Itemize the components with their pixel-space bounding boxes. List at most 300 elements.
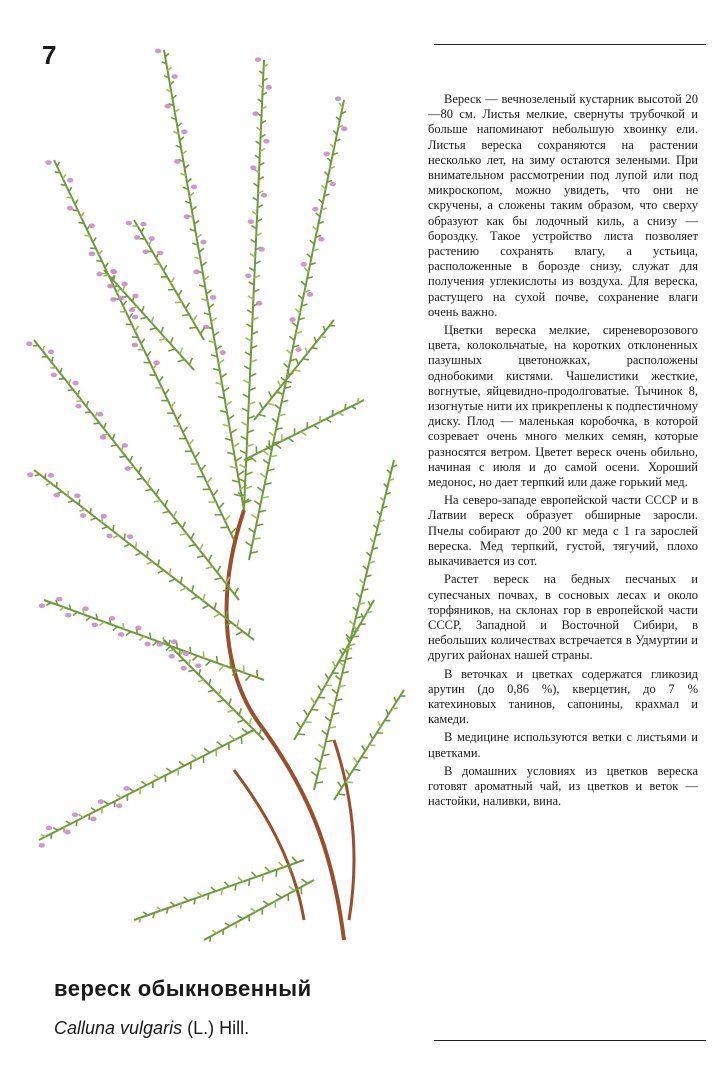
leaf xyxy=(228,415,234,419)
leaf xyxy=(217,742,223,746)
leaf xyxy=(236,631,243,635)
leaf xyxy=(200,328,204,334)
page-number: 7 xyxy=(42,40,57,70)
leaf xyxy=(76,401,82,402)
flower xyxy=(92,622,98,627)
leaf xyxy=(297,722,301,728)
flower xyxy=(111,270,117,275)
leaf xyxy=(169,650,174,651)
flower xyxy=(56,597,62,602)
plant-common-name: вереск обыкновенный xyxy=(54,976,312,1001)
leaf xyxy=(237,720,244,722)
flower xyxy=(132,343,138,348)
leaf xyxy=(351,406,356,409)
leaf xyxy=(311,772,317,777)
leaf xyxy=(289,336,294,340)
leaf xyxy=(204,748,210,752)
leaf xyxy=(304,268,309,272)
leaf xyxy=(321,337,327,338)
leaf xyxy=(211,887,216,891)
leaf xyxy=(219,360,225,364)
leaf xyxy=(310,240,314,244)
leaf xyxy=(153,641,158,645)
flower xyxy=(261,193,267,198)
leaf xyxy=(75,200,78,205)
branch-stem xyxy=(134,220,204,340)
leaf xyxy=(339,662,344,666)
leaf xyxy=(154,500,161,501)
leaf xyxy=(180,534,187,536)
leaf xyxy=(73,210,78,211)
top-rule xyxy=(434,44,706,45)
leaf xyxy=(252,515,258,519)
flower xyxy=(295,347,301,352)
leaf xyxy=(67,197,72,198)
leaf xyxy=(314,337,316,342)
leaf xyxy=(102,527,108,529)
leaf xyxy=(141,228,143,233)
leaf xyxy=(91,518,96,520)
leaf xyxy=(73,612,77,615)
leaf xyxy=(192,755,198,759)
flower xyxy=(258,247,264,252)
leaf xyxy=(338,782,342,788)
leaf xyxy=(189,440,193,445)
flower xyxy=(26,341,32,346)
leaf xyxy=(288,438,293,442)
flower xyxy=(134,235,140,240)
leaf xyxy=(189,358,192,365)
leaf xyxy=(189,659,190,665)
leaf xyxy=(278,381,281,387)
leaf xyxy=(181,577,182,584)
leaf xyxy=(64,827,65,832)
leaf xyxy=(78,223,84,224)
leaf xyxy=(262,874,263,881)
leaf xyxy=(192,206,197,210)
leaf xyxy=(301,281,306,285)
leaf xyxy=(163,265,166,270)
leaf xyxy=(51,834,52,839)
leaf xyxy=(170,902,174,906)
leaf xyxy=(123,286,125,291)
flower xyxy=(193,269,199,274)
flower xyxy=(335,96,341,101)
leaf xyxy=(221,374,227,378)
flower xyxy=(140,222,146,227)
flower xyxy=(169,654,175,659)
leaf xyxy=(188,545,195,547)
leaf xyxy=(135,326,139,331)
flower xyxy=(245,273,251,278)
flower xyxy=(256,301,262,306)
leaf xyxy=(276,444,281,448)
leaf xyxy=(51,357,53,362)
leaf xyxy=(257,487,263,491)
leaf xyxy=(124,544,130,546)
leaf xyxy=(303,359,309,360)
leaf xyxy=(177,414,181,419)
leaf xyxy=(179,762,184,766)
leaf xyxy=(235,884,236,891)
leaf xyxy=(212,930,217,933)
leaf xyxy=(217,656,218,663)
flower xyxy=(48,349,54,354)
flower xyxy=(96,272,102,277)
leaf xyxy=(197,234,202,238)
flower xyxy=(123,786,129,791)
leaf xyxy=(59,379,64,380)
leaf xyxy=(68,501,73,503)
leaf xyxy=(147,551,148,557)
leaf xyxy=(178,290,182,296)
paragraph: В веточках и цветках содержатся гликозид арутин (до 0,86 %), кверцетин, до 7 % катехиновых танинов, сапонины, крахмал и камеди. xyxy=(428,666,698,727)
leaf xyxy=(260,473,266,477)
leaf xyxy=(119,456,125,457)
leaf xyxy=(102,434,108,435)
flower xyxy=(109,616,115,621)
leaf xyxy=(214,578,221,580)
leaf xyxy=(104,801,109,804)
flower xyxy=(144,642,150,647)
leaf xyxy=(113,525,114,531)
leaf xyxy=(276,392,283,394)
leaf xyxy=(68,390,74,391)
leaf xyxy=(325,674,329,679)
leaf xyxy=(209,304,214,308)
leaf xyxy=(199,248,204,252)
leaf xyxy=(276,870,277,877)
leaf xyxy=(361,613,363,618)
flower xyxy=(100,435,106,440)
leaf xyxy=(139,467,142,473)
leaf xyxy=(105,263,108,268)
paragraph: Вереск — вечнозеленый кустарник высотой 20—80 см. Листья мелкие, свернуты трубочкой и больше напоминают небольшую хвоинку ели. Листья вереска сохраняются на растении несколько лет, на зиму остаются зелеными. При внимательном рассмотрении под лупой или под микроскопом, можно увидеть, что они не скручены, а сложены таким образом, что сверху образуют как бы лодочный киль, а снизу — бороздку. Такое устройство листа позволяет растению сохранять влагу, а устьица, расположенные в борозде снизу, служат для получения углекислоты из воздуха. Для вереска, растущего на сухой почве, сохранение влаги очень важно. xyxy=(428,92,698,319)
leaf xyxy=(41,834,46,836)
leaf xyxy=(241,422,247,425)
leaf xyxy=(295,309,300,313)
flower xyxy=(142,249,148,254)
leaf xyxy=(213,490,218,496)
leaf xyxy=(93,238,96,243)
leaf xyxy=(346,782,353,783)
leaf xyxy=(169,568,170,575)
flower xyxy=(89,251,95,256)
heather-plant xyxy=(26,49,405,942)
leaf xyxy=(241,436,247,439)
leaf xyxy=(79,509,84,511)
leaf xyxy=(79,499,80,505)
leaf xyxy=(60,607,64,610)
leaf xyxy=(349,621,354,625)
leaf xyxy=(318,744,324,748)
leaf xyxy=(358,398,359,403)
leaf xyxy=(96,261,102,262)
leaf xyxy=(304,722,311,723)
leaf xyxy=(46,483,51,485)
leaf xyxy=(158,570,164,573)
leaf xyxy=(289,886,295,890)
leaf xyxy=(113,434,115,440)
flower xyxy=(132,294,138,299)
flower xyxy=(51,373,57,378)
leaf xyxy=(292,323,297,327)
leaf xyxy=(130,456,132,462)
leaf xyxy=(194,898,195,904)
leaf xyxy=(325,717,331,721)
leaf xyxy=(159,338,166,340)
flower xyxy=(164,104,170,109)
leaf xyxy=(356,593,361,597)
branch-stem xyxy=(134,860,304,920)
leaf xyxy=(322,731,328,735)
flower xyxy=(126,221,132,226)
leaf xyxy=(224,882,229,886)
leaf xyxy=(296,359,298,365)
flower xyxy=(330,182,336,187)
leaf xyxy=(81,212,84,217)
leaf xyxy=(208,555,211,561)
leaf xyxy=(192,656,197,661)
leaf xyxy=(332,689,337,693)
leaf xyxy=(96,614,97,620)
leaf xyxy=(210,936,211,941)
flower xyxy=(195,663,201,668)
leaf xyxy=(386,709,388,714)
leaf xyxy=(184,897,189,901)
leaf xyxy=(63,174,66,179)
leaf xyxy=(313,425,318,428)
leaf xyxy=(362,745,365,751)
leaf xyxy=(237,620,239,627)
leaf xyxy=(61,184,66,185)
leaf xyxy=(147,478,150,484)
leaf xyxy=(214,332,219,336)
leaf xyxy=(233,443,239,447)
flower xyxy=(116,803,122,808)
paragraph: Цветки вереска мелкие, сиреневорозового цвета, колокольчатые, на коротких отклоненных пазушных цветоножках, расположены однобокими кистями. Чашелистики жесткие, вогнутые, яйцевидно-продолговатые. Тычинок 8, изогнутые нити их прикреплены к подпестичному диску. Плод — маленькая коробочка, в которой созревает очень много мелких семян, которые разносятся ветром. Цветет вереск очень обильно, начиная с июля и до самой осени. Хороший медонос, но дает терпкий или даже горький мед. xyxy=(428,323,698,490)
leaf xyxy=(193,315,197,321)
leaf xyxy=(203,651,204,658)
leaf xyxy=(103,275,108,276)
leaf xyxy=(113,627,118,631)
flower xyxy=(110,297,116,302)
leaf xyxy=(165,389,169,394)
leaf xyxy=(250,908,255,911)
leaf xyxy=(137,478,143,479)
leaf xyxy=(200,544,203,550)
flower xyxy=(89,223,95,228)
flower xyxy=(46,826,52,831)
leaf xyxy=(204,276,209,280)
leaf xyxy=(195,452,199,457)
leaf xyxy=(297,734,304,735)
leaf xyxy=(215,603,217,610)
leaf xyxy=(332,662,335,667)
flower xyxy=(72,381,78,386)
leaf xyxy=(211,318,216,322)
leaf xyxy=(203,605,209,608)
flower xyxy=(181,666,187,671)
leaf xyxy=(230,661,231,668)
leaf xyxy=(142,306,144,312)
leaf xyxy=(55,172,60,173)
leaf xyxy=(275,405,280,409)
leaf xyxy=(145,489,151,490)
leaf xyxy=(335,676,340,680)
leaf xyxy=(135,553,141,556)
leaf xyxy=(235,588,239,595)
leaf xyxy=(197,556,204,558)
leaf xyxy=(319,199,323,203)
leaf xyxy=(248,628,250,635)
leaf xyxy=(219,689,221,695)
leaf xyxy=(91,808,96,811)
leaf xyxy=(123,623,124,629)
woody-stem xyxy=(227,510,344,940)
leaf xyxy=(339,413,344,416)
latin-genus-species: Calluna vulgaris xyxy=(54,1018,183,1038)
leaf xyxy=(259,728,262,735)
leaf xyxy=(163,511,170,512)
flower xyxy=(118,632,124,637)
leaf xyxy=(76,821,77,827)
leaf xyxy=(312,348,318,349)
flower xyxy=(80,513,86,518)
leaf xyxy=(66,821,71,824)
woody-stem xyxy=(234,770,304,920)
leaf xyxy=(290,865,291,872)
flower xyxy=(135,626,141,631)
flower xyxy=(220,350,226,355)
flower xyxy=(301,262,307,267)
leaf xyxy=(238,877,243,882)
leaf xyxy=(311,710,318,711)
leaf xyxy=(84,235,90,236)
leaf xyxy=(151,317,153,323)
leaf xyxy=(85,412,91,413)
leaf xyxy=(126,632,131,636)
flower xyxy=(39,843,45,848)
leaf xyxy=(346,770,350,776)
flower xyxy=(255,57,261,62)
leaf xyxy=(301,432,306,436)
leaf xyxy=(147,351,151,356)
paragraph: На северо-западе европейской части СССР и в Латвии вереск образует обширные заросли. Пчелы собирают до 200 кг меда с 1 га зарослей вереска. Мед терпкий, густой, тягучий, плохо выкачивается из сот. xyxy=(428,493,698,569)
leaf xyxy=(158,559,159,565)
flower xyxy=(64,830,70,835)
leaf xyxy=(182,522,185,528)
leaf xyxy=(267,403,274,405)
leaf xyxy=(171,402,175,407)
leaf xyxy=(113,535,119,537)
flower xyxy=(129,308,135,313)
leaf xyxy=(180,348,183,355)
flower xyxy=(127,534,133,539)
leaf xyxy=(182,315,189,316)
leaf xyxy=(179,650,180,655)
leaf xyxy=(150,633,151,639)
flower xyxy=(122,443,128,448)
leaf xyxy=(368,601,370,606)
leaf xyxy=(179,660,184,661)
leaf xyxy=(219,665,224,670)
flower xyxy=(171,639,177,644)
leaf xyxy=(188,670,194,671)
leaf xyxy=(86,401,88,406)
leaf xyxy=(186,303,190,309)
leaf xyxy=(353,607,358,611)
leaf xyxy=(378,721,381,726)
leaf xyxy=(311,698,315,704)
flower xyxy=(82,606,88,611)
leaf xyxy=(315,758,321,763)
leaf xyxy=(169,640,170,645)
leaf xyxy=(169,579,175,582)
flower xyxy=(118,296,124,301)
leaf xyxy=(305,348,307,354)
leaf xyxy=(265,867,270,872)
leaf xyxy=(206,290,211,294)
leaf xyxy=(260,402,263,409)
leaf xyxy=(218,700,224,702)
leaf xyxy=(214,614,220,617)
flower xyxy=(248,219,254,224)
leaf xyxy=(370,733,373,738)
leaf xyxy=(238,916,243,919)
flower xyxy=(132,315,138,320)
leaf xyxy=(136,542,137,548)
flower xyxy=(106,534,112,539)
leaf xyxy=(123,301,126,306)
flower xyxy=(54,493,60,498)
flower xyxy=(252,111,258,116)
bottom-rule xyxy=(434,1040,706,1041)
flower xyxy=(97,412,103,417)
heather-illustration xyxy=(14,40,414,955)
leaf xyxy=(60,368,62,373)
leaf xyxy=(258,414,265,416)
leaf xyxy=(345,404,346,409)
leaf xyxy=(373,525,377,529)
plant-latin-name xyxy=(54,1018,249,1039)
leaf xyxy=(279,862,284,867)
leaf xyxy=(90,508,91,514)
leaf xyxy=(263,460,269,464)
flower xyxy=(100,514,106,519)
leaf xyxy=(90,248,96,249)
leaf xyxy=(284,364,289,368)
leaf xyxy=(254,501,260,505)
leaf xyxy=(116,795,121,798)
flower xyxy=(149,236,155,241)
leaf xyxy=(370,538,374,542)
leaf xyxy=(231,429,237,433)
leaf xyxy=(263,901,268,905)
leaf xyxy=(161,327,163,333)
leaf xyxy=(225,515,230,521)
flower xyxy=(184,214,190,219)
leaf xyxy=(171,278,174,283)
leaf xyxy=(141,339,145,344)
leaf xyxy=(287,350,292,354)
flower xyxy=(191,185,197,190)
leaf xyxy=(228,710,234,712)
leaf xyxy=(94,423,100,424)
flower xyxy=(250,165,256,170)
leaf xyxy=(329,703,334,707)
leaf xyxy=(43,346,45,351)
